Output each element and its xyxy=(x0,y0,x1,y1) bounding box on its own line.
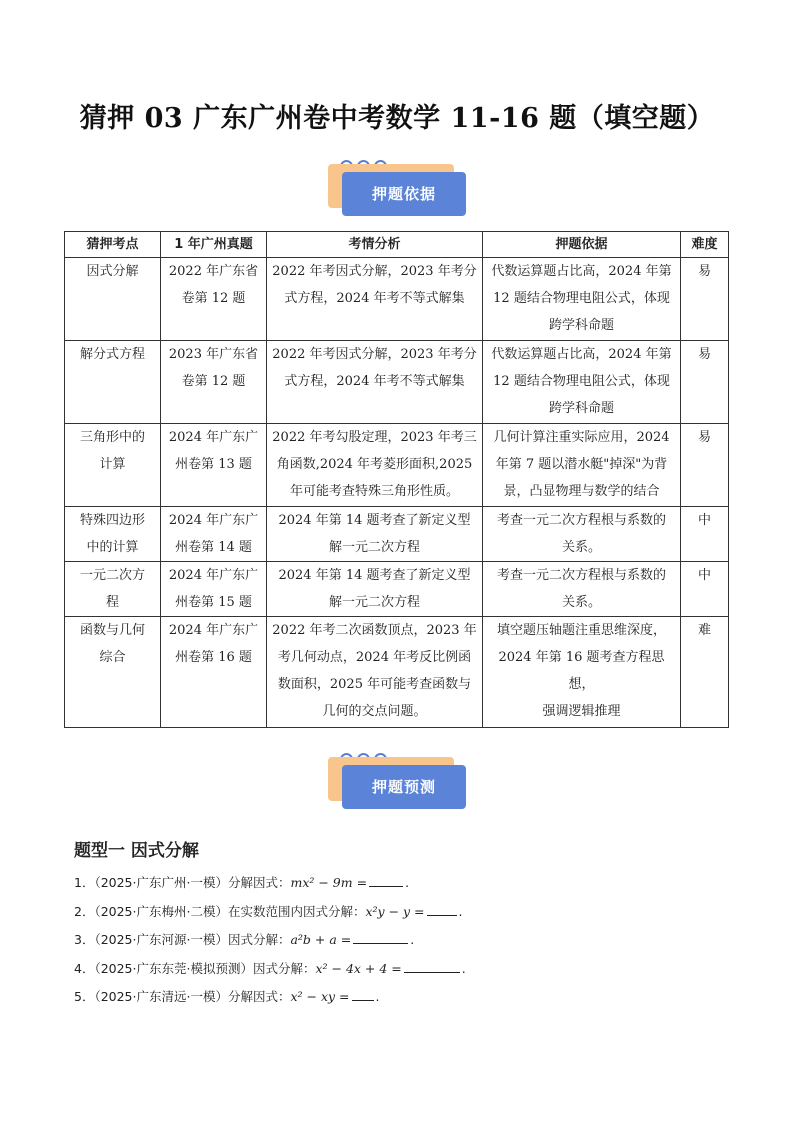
cell-difficulty: 中 xyxy=(681,562,729,617)
section-badge-prediction xyxy=(328,751,468,813)
cell-line: 12 题结合物理电阻公式，体现 xyxy=(493,291,670,306)
cell-line: 解分式方程 xyxy=(79,347,145,362)
math-expression: x² − 4x + 4 = xyxy=(315,960,402,976)
table-header-row xyxy=(65,232,729,258)
cell-line: 角函数,2024 年考菱形面积,2025 xyxy=(276,457,473,472)
cell-line: 计算 xyxy=(99,457,126,472)
cell-real-exam xyxy=(161,562,267,617)
cell-line: 年可能考查特殊三角形性质。 xyxy=(289,484,459,499)
math-expression: x²y − y = xyxy=(365,903,425,919)
cell-line: 州卷第 16 题 xyxy=(175,650,252,665)
cell-analysis xyxy=(267,424,483,507)
cell-line: 2023 年广东省 xyxy=(168,347,259,362)
question-text: 2．（2025·广东梅州·二模）在实数范围内因式分解： xyxy=(74,903,366,919)
question-suffix: . xyxy=(458,903,463,919)
page-title: 猜押 03 广东广州卷中考数学 11-16 题（填空题） xyxy=(79,103,715,134)
header-topic: 猜押考点 xyxy=(65,232,161,258)
cell-line: 数面积，2025 年可能考查函数与 xyxy=(277,677,472,692)
cell-line: 12 题结合物理电阻公式，体现 xyxy=(493,374,670,389)
cell-line: 2024 年广东广 xyxy=(168,430,259,445)
cell-line: 跨学科命题 xyxy=(548,318,614,333)
cell-line: 2022 年考因式分解，2023 年考分 xyxy=(272,347,477,362)
cell-line: 式方程，2024 年考不等式解集 xyxy=(284,291,465,306)
cell-line: 2024 年第 16 题考查方程思想， xyxy=(498,650,665,692)
section-badge-basis xyxy=(328,158,468,220)
cell-line: 2024 年第 14 题考查了新定义型 xyxy=(278,568,471,583)
cell-line: 考几何动点，2024 年考反比例函 xyxy=(277,650,472,665)
cell-line: 州卷第 13 题 xyxy=(175,457,252,472)
cell-basis xyxy=(483,341,681,424)
table-row xyxy=(65,341,729,424)
question-text: 5．（2025·广东清远·一模）分解因式： xyxy=(74,989,291,1004)
section-heading: 题型一 因式分解 xyxy=(74,841,199,861)
cell-topic xyxy=(65,617,161,728)
cell-topic xyxy=(65,562,161,617)
cell-line: 2024 年第 14 题考查了新定义型 xyxy=(278,513,471,528)
cell-basis xyxy=(483,562,681,617)
math-expression: mx² − 9m = xyxy=(290,875,368,890)
answer-blank[interactable] xyxy=(427,901,457,916)
cell-line: 程 xyxy=(105,595,119,610)
table-row xyxy=(65,258,729,341)
cell-line: 考查一元二次方程根与系数的 xyxy=(496,513,666,528)
cell-real-exam xyxy=(161,617,267,728)
cell-difficulty: 中 xyxy=(681,507,729,562)
cell-basis xyxy=(483,424,681,507)
cell-line: 关系。 xyxy=(561,540,601,555)
cell-analysis xyxy=(267,258,483,341)
cell-line: 特殊四边形 xyxy=(79,513,145,528)
exam-prediction-table xyxy=(64,231,729,728)
cell-line: 卷第 12 题 xyxy=(181,374,246,389)
cell-line: 三角形中的 xyxy=(79,430,145,445)
question-text: 4．（2025·广东东莞·模拟预测）因式分解： xyxy=(74,960,316,976)
cell-real-exam xyxy=(161,507,267,562)
table-row xyxy=(65,507,729,562)
table-row xyxy=(65,562,729,617)
cell-line: 中的计算 xyxy=(86,540,139,555)
cell-line: 考查一元二次方程根与系数的 xyxy=(496,568,666,583)
badge-label: 押题依据 xyxy=(342,172,466,216)
header-real-exam: 1 年广州真题 xyxy=(161,232,267,258)
cell-analysis xyxy=(267,507,483,562)
cell-line: 2022 年考二次函数顶点，2023 年 xyxy=(272,623,477,638)
question-item xyxy=(74,986,380,1007)
cell-line: 州卷第 14 题 xyxy=(175,540,252,555)
cell-line: 综合 xyxy=(99,650,126,665)
question-suffix: . xyxy=(410,932,415,947)
question-item xyxy=(74,958,466,979)
cell-line: 2022 年考因式分解，2023 年考分 xyxy=(272,264,477,279)
cell-topic xyxy=(65,424,161,507)
cell-analysis xyxy=(267,617,483,728)
answer-blank[interactable] xyxy=(353,929,408,944)
cell-real-exam xyxy=(161,258,267,341)
cell-line: 2024 年广东广 xyxy=(168,568,259,583)
question-suffix: . xyxy=(405,875,410,890)
cell-line: 关系。 xyxy=(561,595,601,610)
cell-line: 式方程，2024 年考不等式解集 xyxy=(284,374,465,389)
question-suffix: . xyxy=(375,989,380,1004)
cell-line: 2024 年广东广 xyxy=(168,513,259,528)
cell-line: 跨学科命题 xyxy=(548,401,614,416)
cell-real-exam xyxy=(161,341,267,424)
question-item xyxy=(74,929,414,950)
cell-line: 解一元二次方程 xyxy=(328,595,420,610)
cell-line: 几何计算注重实际应用，2024 xyxy=(493,430,670,445)
header-difficulty: 难度 xyxy=(681,232,729,258)
cell-difficulty: 难 xyxy=(681,617,729,728)
cell-basis xyxy=(483,258,681,341)
cell-line: 强调逻辑推理 xyxy=(542,704,621,719)
cell-line: 2022 年广东省 xyxy=(168,264,259,279)
cell-topic xyxy=(65,507,161,562)
cell-line: 解一元二次方程 xyxy=(328,540,420,555)
cell-line: 年第 7 题以潜水艇"掉深"为背 xyxy=(495,457,668,472)
header-analysis: 考情分析 xyxy=(267,232,483,258)
cell-difficulty: 易 xyxy=(681,341,729,424)
cell-topic xyxy=(65,341,161,424)
cell-line: 2024 年广东广 xyxy=(168,623,259,638)
cell-basis xyxy=(483,507,681,562)
cell-analysis xyxy=(267,562,483,617)
cell-line: 函数与几何 xyxy=(79,623,145,638)
cell-line: 卷第 12 题 xyxy=(181,291,246,306)
answer-blank[interactable] xyxy=(352,986,374,1001)
header-basis: 押题依据 xyxy=(483,232,681,258)
cell-line: 2022 年考勾股定理，2023 年考三 xyxy=(272,430,477,445)
cell-real-exam xyxy=(161,424,267,507)
badge-label: 押题预测 xyxy=(342,765,466,809)
cell-line: 几何的交点问题。 xyxy=(322,704,427,719)
question-item xyxy=(74,901,463,922)
cell-line: 景，凸显物理与数学的结合 xyxy=(503,484,660,499)
cell-difficulty: 易 xyxy=(681,258,729,341)
question-text: 3．（2025·广东河源·一模）因式分解： xyxy=(74,932,291,947)
math-expression: a²b + a = xyxy=(290,932,352,947)
cell-line: 因式分解 xyxy=(86,264,139,279)
cell-line: 代数运算题占比高，2024 年第 xyxy=(491,264,672,279)
math-expression: x² − xy = xyxy=(290,989,350,1004)
table-row xyxy=(65,617,729,728)
table-row xyxy=(65,424,729,507)
cell-topic xyxy=(65,258,161,341)
answer-blank[interactable] xyxy=(369,872,403,887)
cell-line: 代数运算题占比高，2024 年第 xyxy=(491,347,672,362)
cell-line: 一元二次方 xyxy=(79,568,145,583)
question-suffix: . xyxy=(461,960,466,976)
question-item xyxy=(74,872,409,893)
cell-basis xyxy=(483,617,681,728)
cell-analysis xyxy=(267,341,483,424)
cell-line: 州卷第 15 题 xyxy=(175,595,252,610)
answer-blank[interactable] xyxy=(404,958,460,973)
question-text: 1．（2025·广东广州·一模）分解因式： xyxy=(74,875,291,890)
cell-line: 填空题压轴题注重思维深度， xyxy=(496,623,666,638)
cell-difficulty: 易 xyxy=(681,424,729,507)
